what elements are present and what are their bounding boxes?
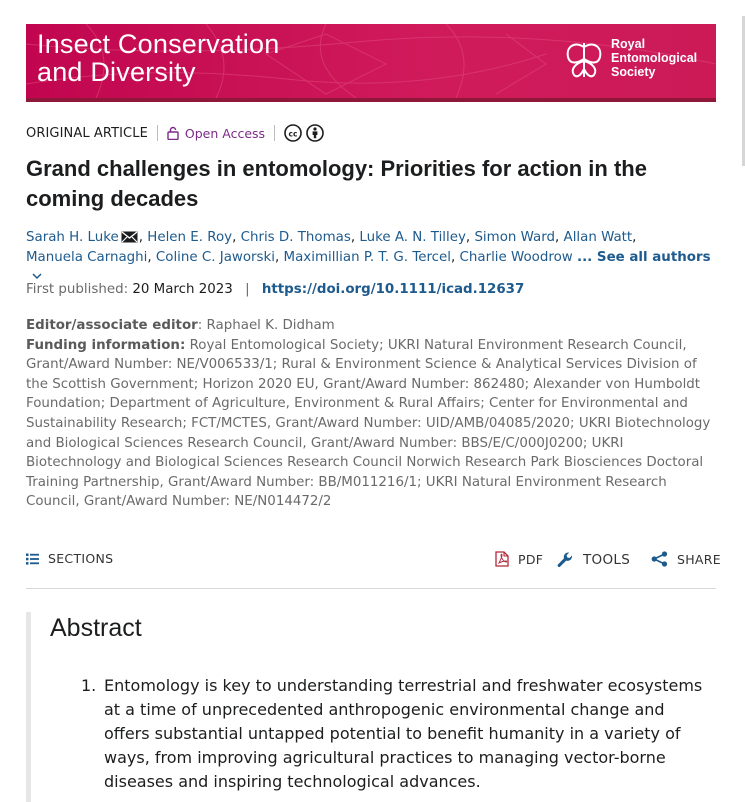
chevron-down-icon	[32, 272, 42, 280]
svg-text:cc: cc	[288, 129, 298, 139]
author-link[interactable]: Simon Ward	[474, 230, 555, 245]
article-meta	[26, 123, 328, 143]
wrench-icon	[556, 551, 574, 569]
creative-commons-icon[interactable]	[284, 124, 302, 142]
author-link[interactable]: Coline C. Jaworski	[155, 250, 276, 265]
open-lock-icon	[167, 126, 179, 140]
author-link[interactable]: Luke A. N. Tilley	[359, 230, 466, 245]
journal-title-line2: and Diversity	[37, 57, 196, 87]
abstract-heading: Abstract	[50, 614, 142, 642]
doi-link[interactable]: https://doi.org/10.1111/icad.12637	[261, 282, 525, 297]
society-name: Royal Entomological Society	[611, 37, 698, 79]
attribution-icon[interactable]	[306, 124, 324, 142]
list-icon	[26, 553, 39, 565]
share-button[interactable]: SHARE	[651, 551, 721, 567]
abstract-section	[26, 612, 716, 802]
author-link[interactable]: Manuela Carnaghi	[26, 250, 148, 265]
author-list: Sarah H. Luke , Helen E. Roy, Chris D. Thomas, Luke A. N. Tilley, Simon Ward, Allan Watt, Manuela Carnaghi, Coline C. Jaworski, Maximillian P. T. G. Tercel, Charlie Woodrow ... See all authors	[26, 228, 726, 288]
publication-date: 20 March 2023	[132, 282, 233, 297]
open-access-label[interactable]: Open Access	[184, 125, 266, 141]
publication-info: First published: 20 March 2023 | https://doi.org/10.1111/icad.12637	[26, 282, 525, 297]
article-type: ORIGINAL ARTICLE	[26, 125, 148, 141]
article-title: Grand challenges in entomology: Priorities for action in the coming decades	[26, 156, 647, 211]
share-icon	[651, 551, 668, 567]
article-notes	[26, 316, 716, 512]
journal-title-line1: Insect Conservation	[37, 29, 280, 59]
editor-line: Editor/associate editor: Raphael K. Didham	[26, 318, 335, 333]
abstract-list	[81, 674, 707, 794]
author-link[interactable]: Chris D. Thomas	[240, 230, 351, 245]
society-logo-icon	[562, 37, 606, 81]
journal-title	[37, 30, 279, 86]
sections-button[interactable]: SECTIONS	[26, 551, 113, 566]
pdf-button[interactable]: PDF	[495, 551, 543, 567]
divider	[274, 125, 275, 141]
tools-button[interactable]: TOOLS	[556, 551, 630, 569]
author-link[interactable]: Maximillian P. T. G. Tercel	[283, 250, 451, 265]
see-all-authors-button[interactable]: ... See all authors	[26, 250, 711, 285]
author-link[interactable]: Charlie Woodrow	[459, 250, 573, 265]
divider	[157, 125, 158, 141]
email-icon[interactable]	[121, 231, 138, 243]
list-item-number: 1.	[81, 676, 97, 695]
first-published-label: First published:	[26, 282, 129, 297]
pdf-icon	[495, 551, 509, 567]
list-item-text: Entomology is key to understanding terrestrial and freshwater ecosystems at a time of unprecedented anthropogenic environmental change and offers substantial untapped potential to benefit humanity in a variety of ways, from improving agricultural practices to managing vector-borne diseases and inspiring technological advances.	[104, 676, 703, 791]
author-link[interactable]: Allan Watt	[563, 230, 633, 245]
author-link[interactable]: Sarah H. Luke	[26, 230, 119, 245]
list-item	[81, 674, 707, 794]
funding-information: Funding information: Royal Entomological Society; UKRI Natural Environment Research Council, Grant/Award Number: NE/V006533/1; Rural & Environment Science & Analytical Services Division of the Scottish Government; Horizon 2020 EU, Grant/Award Number: 862480; Alexander von Humboldt Foundation; Department of Agriculture, Environment & Rural Affairs; Center for Environmental and Sustainability Research; FCT/MCTES, Grant/Award Number: UID/AMB/04085/2020; UKRI Biotechnology and Biological Sciences Research Council, Grant/Award Number: BBS/E/C/000J0200; UKRI Biotechnology and Biological Sciences Research Council Norwich Research Park Biosciences Doctoral Training Partnership, Grant/Award Number: BB/M011216/1; UKRI Natural Environment Research Council, Grant/Award Number: NE/N014472/2	[26, 337, 711, 510]
article-toolbar	[26, 545, 721, 589]
journal-banner[interactable]	[26, 24, 716, 102]
author-link[interactable]: Helen E. Roy	[147, 230, 233, 245]
